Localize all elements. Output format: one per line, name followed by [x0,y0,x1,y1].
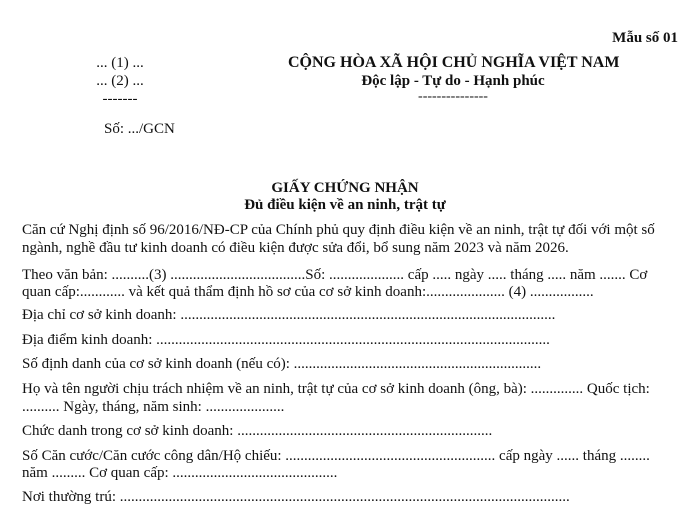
agency-line-1: ... (1) ... [96,55,144,71]
issuing-agency-header [60,54,180,108]
permanent-residence-field: Nơi thường trú: ........................................................................................................................ [22,489,570,505]
document-ref-line-2: quan cấp:............ và kết quả thẩm định hồ sơ của cơ sở kinh doanh:..................... (4) ................. [22,284,594,300]
responsible-person-line-2: .......... Ngày, tháng, năm sinh: ..................... [22,399,285,415]
form-number: Mẫu số 01 [612,30,678,46]
business-location-field: Địa điểm kinh doanh: ......................................................................................................... [22,332,550,348]
country-name: CỘNG HÒA XÃ HỘI CHỦ NGHĨA VIỆT NAM [288,54,620,71]
header-rule-right: --------------- [418,89,488,104]
preamble-line-2: ngành, nghề đầu tư kinh doanh có điều kiện được sửa đổi, bổ sung năm 2023 và năm 2026. [22,240,569,256]
id-document-line-1: Số Căn cước/Căn cước công dân/Hộ chiếu: ........................................................ cấp ngày ...... tháng ........ [22,448,650,464]
certificate-number: Số: .../GCN [104,121,175,137]
document-ref-line-1: Theo văn bản: ..........(3) ....................................Số: .................... cấp ..... ngày ..... tháng ..... năm ....... Cơ [22,267,648,283]
id-document-line-2: năm ......... Cơ quan cấp: ............................................ [22,465,338,481]
header-rule-left: ------- [102,91,138,107]
business-address-field: Địa chỉ cơ sở kinh doanh: .................................................................................................... [22,307,556,323]
title-main: GIẤY CHỨNG NHẬN [271,180,419,196]
business-identifier-field: Số định danh của cơ sở kinh doanh (nếu có): .................................................................. [22,356,542,372]
national-motto: Độc lập - Tự do - Hạnh phúc [361,73,545,89]
preamble-line-1: Căn cứ Nghị định số 96/2016/NĐ-CP của Chính phủ quy định điều kiện về an ninh, trật tự đối với một số [22,222,655,238]
national-header [288,54,618,104]
responsible-person-line-1: Họ và tên người chịu trách nhiệm về an ninh, trật tự của cơ sở kinh doanh (ông, bà): .............. Quốc tịch: [22,381,650,397]
title-sub: Đủ điều kiện về an ninh, trật tự [244,197,446,213]
position-field: Chức danh trong cơ sở kinh doanh: .................................................................... [22,423,493,439]
document-title [0,180,690,214]
agency-line-2: ... (2) ... [96,73,144,89]
